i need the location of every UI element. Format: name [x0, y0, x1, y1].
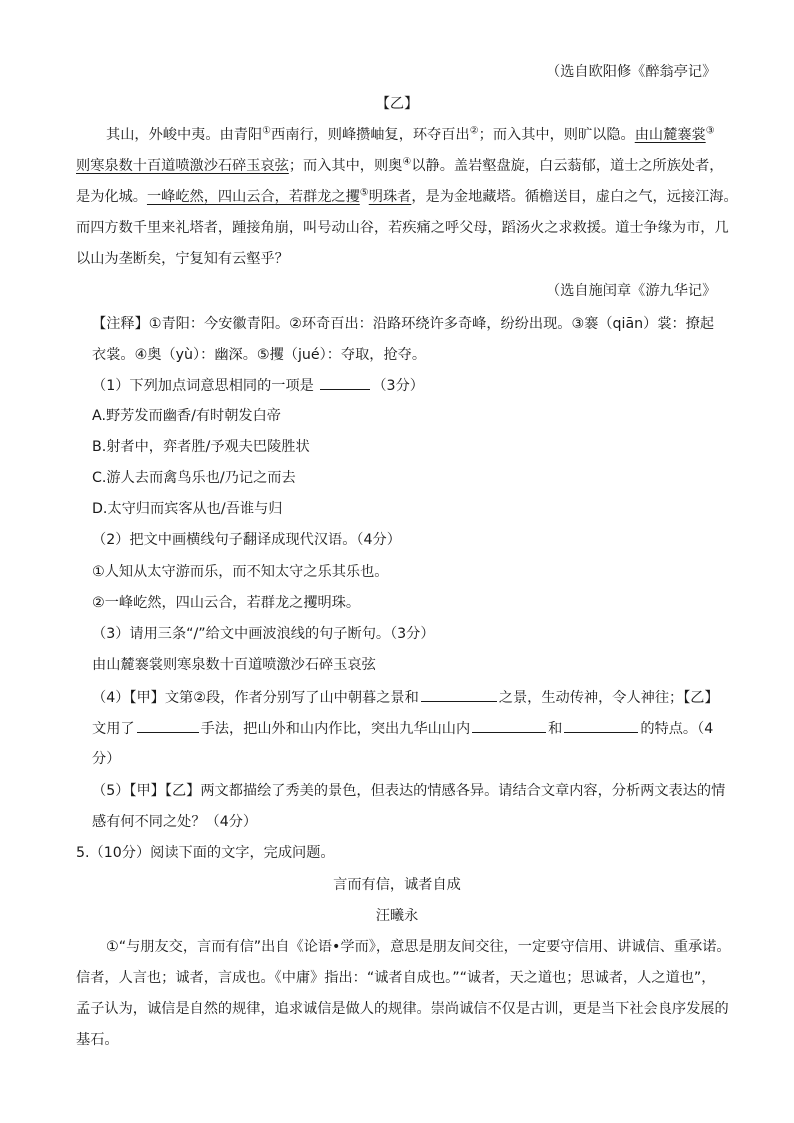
- answer-blank: [320, 375, 370, 390]
- question-4-line-1: [92, 687, 719, 708]
- footnote-mark-1: ①: [262, 125, 272, 137]
- answer-blank: [472, 718, 546, 733]
- question-2: （2）把文中画横线句子翻译成现代汉语。（4分）: [92, 532, 401, 548]
- footnote-mark-2: ②: [469, 125, 479, 137]
- yi-line-2: [76, 156, 723, 176]
- article-author: 汪曦永: [375, 908, 419, 924]
- notes-line-1: 【注释】①青阳：今安徽青阳。②环奇百出：沿路环绕许多奇峰，纷纷出现。③褰（qiān）裳：撩起: [92, 316, 715, 332]
- answer-blank: [564, 718, 638, 733]
- answer-blank: [137, 718, 199, 733]
- article-title: 言而有信，诚者自成: [333, 877, 461, 893]
- question-score: （3分）: [372, 378, 424, 394]
- source-citation-jia: （选自欧阳修《醉翁亭记》: [546, 64, 717, 80]
- question-4-line-3: 分）: [92, 751, 121, 767]
- question-2-item-2: ②一峰屹然，四山云合，若群龙之攫明珠。: [92, 595, 361, 611]
- yi-text: ；而入其中，则奥: [288, 158, 403, 174]
- yi-line-1: [106, 125, 715, 145]
- heading-yi: 【乙】: [375, 96, 419, 112]
- yi-line-3: [76, 187, 738, 207]
- para1-line-2: 信者，人言也；诚者，言成也。《中庸》指出：“诚者自成也。”“诚者，天之道也；思诚者，人之道也”，: [76, 970, 716, 986]
- underlined-text: 一峰屹然，四山云合，若群龙之攫: [146, 189, 360, 205]
- yi-line-5: 以山为垄断矣，宁复知有云壑乎？: [76, 251, 289, 267]
- source-citation-yi: （选自施闰章《游九华记》: [546, 283, 717, 299]
- option-c: C.游人去而禽鸟乐也/乃记之而去: [92, 470, 296, 486]
- option-b: B.射者中，弈者胜/予观夫巴陵胜状: [92, 439, 310, 455]
- footnote-mark-4: ④: [402, 156, 412, 168]
- yi-text: 其山，外峻中夷。由青阳: [106, 127, 263, 143]
- footnote-mark-5: ⑤: [359, 187, 369, 199]
- underlined-text: 明珠者: [368, 189, 412, 205]
- question-1: [92, 375, 424, 396]
- section-5-heading: 5.（10分）阅读下面的文字，完成问题。: [76, 845, 335, 861]
- para1-line-3: 孟子认为，诚信是自然的规律，追求诚信是做人的规律。崇尚诚信不仅是古训，更是当下社会良序发展的: [76, 1001, 729, 1017]
- question-text: 的特点。（4: [640, 721, 714, 737]
- question-text: 手法，把山外和山内作比，突出九华山山内: [200, 721, 471, 737]
- option-a: A.野芳发而幽香/有时朝发白帝: [92, 408, 281, 424]
- question-text: 文用了: [92, 721, 135, 737]
- para1-line-1: ①“与朋友交，言而有信”出自《论语•学而》，意思是朋友间交往，一定要守信用、讲诚信、重承诺。: [106, 939, 731, 955]
- wavy-underlined-text: 则寒泉数十百道喷激沙石碎玉哀弦: [76, 158, 289, 174]
- question-5-line-1: （5）【甲】【乙】两文都描绘了秀美的景色，但表达的情感各异。请结合文章内容，分析两文表达的情: [92, 783, 726, 799]
- answer-blank: [421, 687, 497, 702]
- footnote-mark-3: ③: [705, 125, 715, 137]
- question-text: 之景，生动传神，令人神往；【乙】: [498, 690, 719, 706]
- wavy-underlined-text: 由山麓褰裳: [634, 127, 706, 143]
- question-4-line-2: [92, 718, 713, 739]
- yi-text: ，是为金地藏塔。循檐送目，虚白之气，远接江海。: [411, 189, 738, 205]
- yi-text: ；而入其中，则旷以隐。: [478, 127, 635, 143]
- question-2-item-1: ①人知从太守游而乐，而不知太守之乐其乐也。: [92, 564, 389, 580]
- yi-line-4: 而四方数千里来礼塔者，踵接角崩，叫号动山谷，若疾痛之呼父母，蹈汤火之求救援。道士争缘为市，几: [76, 220, 729, 236]
- yi-text: 以静。盖岩壑盘旋，白云蓊郁，道士之所族处者，: [411, 158, 724, 174]
- question-5-line-2: 感有何不同之处？（4分）: [92, 814, 258, 830]
- question-3: （3）请用三条“/”给文中画波浪线的句子断句。（3分）: [92, 626, 435, 642]
- question-text: 和: [548, 721, 563, 737]
- para1-line-4: 基石。: [76, 1032, 119, 1048]
- question-3-text: 由山麓褰裳则寒泉数十百道喷激沙石碎玉哀弦: [92, 657, 376, 673]
- question-text: （4）【甲】文第②段，作者分别写了山中朝暮之景和: [92, 690, 419, 706]
- notes-line-2: 衣裳。④奥（yù）：幽深。⑤攫（jué）：夺取，抢夺。: [92, 347, 427, 363]
- option-d: D.太守归而宾客从也/吾谁与归: [92, 501, 283, 517]
- yi-text: 是为化城。: [76, 189, 147, 205]
- yi-text: 西南行，则峰攒岫复，环夺百出: [271, 127, 470, 143]
- question-text: （1）下列加点词意思相同的一项是: [92, 378, 319, 394]
